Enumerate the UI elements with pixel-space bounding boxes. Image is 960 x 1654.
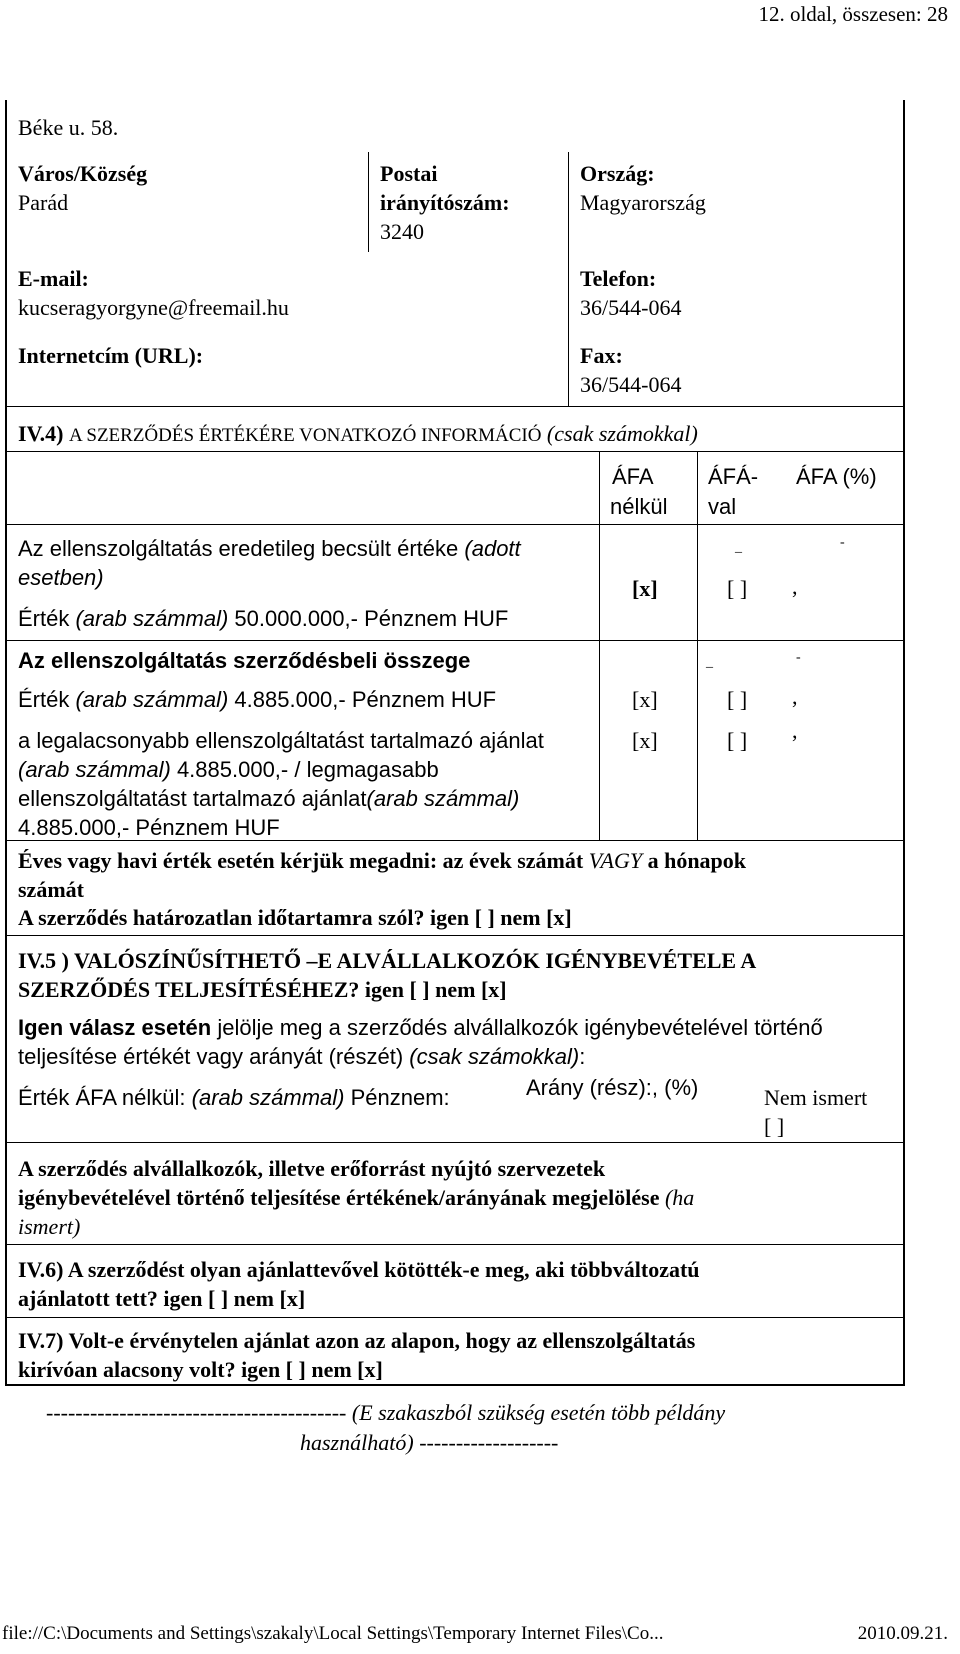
iv7-line-2: kirívóan alacsony volt? igen [ ] nem [x] (18, 1357, 383, 1382)
contract-dash-1: _ (706, 655, 713, 670)
street: Béke u. 58. (18, 115, 119, 140)
orig-value-row (18, 606, 508, 632)
iv5-value-note: (arab számmal) (191, 1085, 345, 1110)
divider-orig-bottom (5, 640, 905, 641)
lowest-line-4: 4.885.000,- Pénznem HUF (18, 815, 280, 840)
email-label: E-mail: (18, 266, 89, 291)
orig-dash-1: _ (735, 540, 742, 555)
iv5-yes-bold: Igen válasz esetén (18, 1015, 212, 1040)
divider-address-bottom (5, 406, 905, 407)
divider-iv5-top (5, 935, 905, 936)
iv7-line-1: IV.7) Volt-e érvénytelen ajánlat azon az alapon, hogy az ellenszolgáltatás (18, 1328, 696, 1353)
city-value: Parád (18, 190, 69, 215)
iv5-value-currency: Pénznem: (350, 1085, 450, 1110)
iv5-ratio: Arány (rész):, (%) (526, 1075, 699, 1100)
iv4-heading-text: A SZERZŐDÉS ÉRTÉKÉRE VONATKOZÓ INFORMÁCIÓ (68, 425, 542, 446)
phone-value: 36/544-064 (580, 295, 682, 320)
sub-line-2-text: igénybevételével történő teljesítése értékének/arányának megjelölése (18, 1185, 660, 1210)
col-afa-nelkul-1: ÁFA (612, 464, 654, 489)
orig-label-text: Az ellenszolgáltatás eredetileg becsült értéke (18, 536, 459, 561)
lowest-line-2 (18, 757, 439, 783)
col-afaval-1: ÁFÁ- (708, 464, 759, 489)
divider-sub-top (5, 1142, 905, 1143)
url-label: Internetcím (URL): (18, 343, 204, 368)
iv5-yes-rest: jelölje meg a szerződés alvállalkozók igénybevételével történő (217, 1015, 823, 1040)
sub-line-2-note: (ha (664, 1185, 695, 1210)
divider-postal (368, 152, 369, 252)
lowest-line-2-note: (arab számmal) (18, 757, 171, 782)
divider-country (568, 152, 569, 407)
divider-afa-col2 (697, 451, 698, 841)
orig-comma: , (792, 574, 798, 599)
footer-note-line-1 (46, 1400, 725, 1426)
sub-line-1: A szerződés alvállalkozók, illetve erőforrást nyújtó szervezetek (18, 1156, 606, 1181)
footer-dashes-2: ------------------- (419, 1430, 559, 1455)
phone-label: Telefon: (580, 266, 657, 291)
iv5-unknown-2: [ ] (764, 1114, 785, 1139)
orig-label (18, 536, 521, 562)
iv4-heading-note: (csak számokkal) (546, 421, 698, 446)
table-right-border (903, 100, 905, 1386)
footer-note-line-2 (300, 1430, 558, 1456)
email-value[interactable]: kucseragyorgyne@freemail.hu (18, 295, 289, 320)
country-label: Ország: (580, 161, 655, 186)
col-afa-nelkul-2: nélkül (610, 494, 668, 519)
orig-value-label: Érték (18, 606, 70, 631)
sub-line-3: ismert) (18, 1214, 81, 1239)
page-number: 12. oldal, összesen: 28 (758, 2, 948, 26)
footer-dashes-1: ----------------------------------------- (46, 1400, 347, 1425)
table-left-border (5, 100, 7, 1386)
postal-label-2: irányítószám: (380, 190, 510, 215)
divider-afa-header-top (5, 451, 905, 452)
divider-afa-col1 (599, 451, 600, 841)
lowest-mark-empty: [ ] (727, 728, 748, 753)
iv5-heading-1: IV.5 ) VALÓSZÍNŰSÍTHETŐ –E ALVÁLLALKOZÓK IGÉNYBEVÉTELE A (18, 948, 757, 973)
iv6-line-2: ajánlatott tett? igen [ ] nem [x] (18, 1286, 306, 1311)
fax-value: 36/544-064 (580, 372, 682, 397)
iv5-yes-line-2-text: teljesítése értékét vagy arányát (részét) (18, 1044, 404, 1069)
orig-value: 50.000.000,- Pénznem HUF (234, 606, 509, 631)
lowest-line-3-note: (arab számmal) (366, 786, 520, 811)
orig-mark-empty: [ ] (727, 576, 748, 601)
iv4-heading (18, 421, 698, 447)
lowest-line-3-a: ellenszolgáltatást tartalmazó ajánlat (18, 786, 367, 811)
footer-note-text: (E szakaszból szükség esetén több példány (351, 1400, 726, 1425)
iv5-value-label: Érték ÁFA nélkül: (18, 1085, 186, 1110)
country-value: Magyarország (580, 190, 706, 215)
orig-value-note: (arab számmal) (75, 606, 229, 631)
divider-iv7-top (5, 1317, 905, 1318)
postal-value: 3240 (380, 219, 424, 244)
lowest-line-3 (18, 786, 519, 812)
iv5-yes-line-2-end: : (579, 1044, 586, 1069)
fax-label: Fax: (580, 343, 623, 368)
iv5-yes-line-2 (18, 1044, 585, 1070)
col-afa-pct: ÁFA (%) (796, 464, 877, 489)
orig-label-note: (adott (464, 536, 521, 561)
lowest-line-2-rest: 4.885.000,- / legmagasabb (176, 757, 439, 782)
contract-value-label: Érték (18, 687, 70, 712)
annual-a: Éves vagy havi érték esetén kérjük megadni: az évek számát (18, 848, 584, 873)
contract-mark-x: [x] (632, 687, 658, 712)
orig-dash-2: - (840, 535, 845, 550)
orig-label-note-2: esetben) (18, 565, 104, 590)
annual-b: a hónapok (647, 848, 747, 873)
iv5-unknown-1: Nem ismert (764, 1085, 868, 1110)
footer-date: 2010.09.21. (857, 1623, 948, 1644)
iv5-yes-line-1 (18, 1015, 823, 1041)
iv5-value-row (18, 1085, 450, 1111)
lowest-line-1: a legalacsonyabb ellenszolgáltatást tartalmazó ajánlat (18, 728, 544, 753)
orig-mark-x: [x] (632, 576, 658, 601)
iv5-heading-2: SZERZŐDÉS TELJESÍTÉSÉHEZ? igen [ ] nem [x] (18, 977, 507, 1002)
contract-value-note: (arab számmal) (75, 687, 229, 712)
contract-comma: , (792, 684, 798, 709)
annual-line-1 (18, 848, 746, 874)
divider-afa-header-bottom (5, 524, 905, 525)
iv4-heading-num: IV.4) (18, 421, 64, 446)
contract-dash-2: - (796, 650, 801, 665)
footer-path: file://C:\Documents and Settings\szakaly\Local Settings\Temporary Internet Files\Co... (2, 1623, 664, 1644)
divider-iv6-top (5, 1244, 905, 1245)
footer-note-text-2: használható) (300, 1430, 414, 1455)
iv6-line-1: IV.6) A szerződést olyan ajánlattevővel kötötték-e meg, aki többváltozatú (18, 1257, 700, 1282)
sub-line-2 (18, 1185, 694, 1211)
col-afaval-2: val (708, 494, 737, 519)
contract-label: Az ellenszolgáltatás szerződésbeli összege (18, 648, 471, 673)
table-bottom-border (5, 1384, 905, 1386)
city-label: Város/Község (18, 161, 148, 186)
annual-line-2: számát (18, 877, 84, 902)
annual-vagy: VAGY (588, 848, 643, 873)
contract-value: 4.885.000,- Pénznem HUF (234, 687, 497, 712)
iv5-yes-line-2-note: (csak számokkal) (409, 1044, 580, 1069)
contract-value-row (18, 687, 496, 713)
contract-mark-empty: [ ] (727, 687, 748, 712)
postal-label-1: Postai (380, 161, 438, 186)
lowest-comma: , (792, 718, 798, 743)
lowest-mark-x: [x] (632, 728, 658, 753)
indefinite-question: A szerződés határozatlan időtartamra szól? igen [ ] nem [x] (18, 905, 572, 930)
